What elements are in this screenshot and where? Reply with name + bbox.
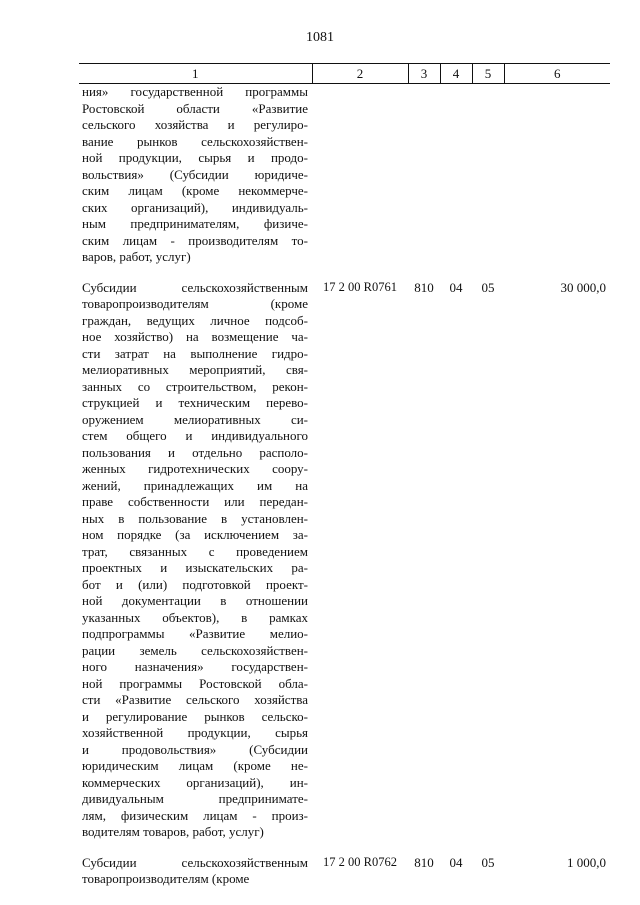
description-line: Ростовской области «Развитие <box>82 100 308 116</box>
table-row <box>79 280 610 841</box>
description-line: и регулирование рынков сельско- <box>82 708 308 724</box>
column-header: 3 <box>408 64 440 84</box>
column-header: 4 <box>440 64 472 84</box>
description-line: вание рынков сельскохозяйствен- <box>82 133 308 149</box>
row-description <box>79 855 312 888</box>
description-line: сти «Развитие сельского хозяйства <box>82 692 308 707</box>
description-line: ских организаций), индивидуаль- <box>82 199 308 215</box>
description-line: оружением мелиоративных си- <box>82 411 308 427</box>
description-line: ной продукции, сырья и продо- <box>82 150 308 165</box>
description-line: ной документации в отношении <box>82 593 308 608</box>
description-line: струкцией и техническим перево- <box>82 395 308 410</box>
description-line: товаропроизводителям (кроме <box>82 296 308 311</box>
description-line: проектных и изыскательских ра- <box>82 560 308 575</box>
description-line: ния» государственной программы <box>82 84 308 99</box>
description-line: ной программы Ростовской обла- <box>82 675 308 691</box>
row-gap <box>79 266 610 280</box>
description-line: женных гидротехнических соору- <box>82 461 308 476</box>
table-row <box>79 84 610 266</box>
description-line: варов, работ, услуг) <box>82 249 191 264</box>
description-line: ного назначения» государствен- <box>82 659 308 674</box>
description-line: ным предпринимателям, физиче- <box>82 216 308 231</box>
description-line: и продовольствия» (Субсидии <box>82 741 308 757</box>
column-header: 2 <box>312 64 408 84</box>
subsection-code: 05 <box>481 279 495 295</box>
description-line: Субсидии сельскохозяйственным <box>82 854 308 870</box>
row-description <box>79 280 312 841</box>
description-line: бот и (или) подготовкой проект- <box>82 576 308 592</box>
description-line: ное хозяйство) на возмещение ча- <box>82 329 308 344</box>
description-line: лям, физическим лицам - произ- <box>82 807 308 823</box>
description-line: юридическим лицам (кроме не- <box>82 758 308 773</box>
description-line: ных в пользование в установлен- <box>82 510 308 526</box>
description-line: ским лицам (кроме некоммерче- <box>82 183 308 198</box>
description-line: хозяйственной продукции, сырья <box>82 725 308 740</box>
page-number: 1081 <box>306 30 334 45</box>
description-line: граждан, ведущих личное подсоб- <box>82 312 308 328</box>
description-line: сти затрат на выполнение гидро- <box>82 345 308 361</box>
target-article-code <box>312 84 408 266</box>
amount <box>504 84 610 266</box>
table-header-row <box>79 64 610 84</box>
description-line: вольствия» (Субсидии юридиче- <box>82 166 308 182</box>
amount: 30 000,0 <box>560 279 606 295</box>
table-row <box>79 855 610 888</box>
description-line: ским лицам - производителям то- <box>82 232 308 248</box>
expense-type-code: 810 <box>414 854 434 870</box>
target-article-code: 17 2 00 R0762 <box>323 854 397 869</box>
column-header: 6 <box>504 64 610 84</box>
column-header: 1 <box>79 64 312 84</box>
budget-table <box>79 63 610 888</box>
section-code: 04 <box>449 854 463 870</box>
target-article-code: 17 2 00 R0761 <box>323 279 397 294</box>
description-line: жений, принадлежащих им на <box>82 477 308 493</box>
description-line: водителям товаров, работ, услуг) <box>82 824 264 839</box>
description-line: ном порядке (за исключением за- <box>82 527 308 542</box>
description-line: рации земель сельскохозяйствен- <box>82 642 308 658</box>
description-line: занных со строительством, рекон- <box>82 378 308 394</box>
description-line: трат, связанных с проведением <box>82 543 308 559</box>
section-code: 04 <box>449 279 463 295</box>
expense-type-code: 810 <box>414 279 434 295</box>
description-line: коммерческих организаций), ин- <box>82 774 308 790</box>
column-header: 5 <box>472 64 504 84</box>
description-line: указанных объектов), в рамках <box>82 609 308 625</box>
description-line: мелиоративных мероприятий, свя- <box>82 362 308 377</box>
description-line: товаропроизводителям (кроме <box>82 871 250 886</box>
description-line: дивидуальным предпринимате- <box>82 791 308 806</box>
description-line: пользования и отдельно располо- <box>82 444 308 460</box>
description-line: Субсидии сельскохозяйственным <box>82 279 308 295</box>
row-gap <box>79 841 610 855</box>
subsection-code <box>472 84 504 266</box>
description-line: стем общего и индивидуального <box>82 428 308 443</box>
section-code <box>440 84 472 266</box>
row-description <box>79 84 312 266</box>
expense-type-code <box>408 84 440 266</box>
description-line: подпрограммы «Развитие мелио- <box>82 626 308 641</box>
description-line: праве собственности или передан- <box>82 494 308 509</box>
amount: 1 000,0 <box>567 854 606 870</box>
description-line: сельского хозяйства и регулиро- <box>82 117 308 132</box>
subsection-code: 05 <box>481 854 495 870</box>
